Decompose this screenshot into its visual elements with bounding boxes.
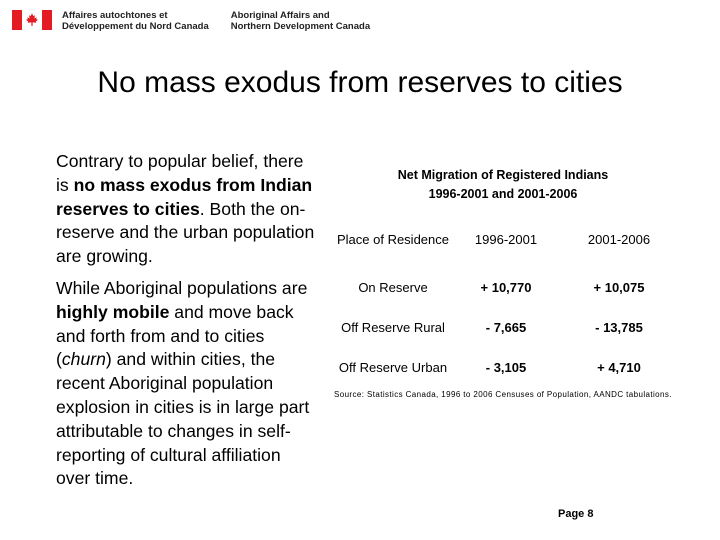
value-cell: + 10,770 bbox=[480, 280, 532, 295]
slide-title: No mass exodus from reserves to cities bbox=[97, 66, 623, 99]
table-title: Net Migration of Registered Indians 1996-2001 and 2001-2006 bbox=[397, 168, 609, 201]
header-period-1: 1996-2001 bbox=[474, 232, 538, 247]
header-place: Place of Residence bbox=[336, 232, 449, 247]
header-period-2: 2001-2006 bbox=[587, 232, 651, 247]
net-migration-table bbox=[336, 212, 676, 388]
page-number: Page 8 bbox=[558, 508, 594, 520]
place-cell: On Reserve bbox=[358, 280, 428, 295]
value-cell: - 7,665 bbox=[485, 320, 527, 335]
place-cell: Off Reserve Urban bbox=[338, 360, 448, 375]
value-cell: + 10,075 bbox=[593, 280, 645, 295]
header-french-name: Affaires autochtones et Développement du Nord Canada bbox=[62, 10, 209, 32]
government-header bbox=[12, 10, 392, 34]
header-english-name: Aboriginal Affairs and Northern Development Canada bbox=[230, 10, 371, 32]
table-row bbox=[336, 348, 676, 388]
value-cell: - 3,105 bbox=[485, 360, 527, 375]
place-cell: Off Reserve Rural bbox=[341, 320, 445, 335]
value-cell: - 13,785 bbox=[595, 320, 643, 335]
table-header-row bbox=[336, 212, 676, 268]
canada-flag-icon bbox=[12, 10, 52, 30]
source-note: Source: Statistics Canada, 1996 to 2006 Censuses of Population, AANDC tabulations. bbox=[334, 390, 672, 399]
table-row bbox=[336, 308, 676, 348]
body-text bbox=[56, 150, 316, 499]
paragraph-2: While Aboriginal populations are highly mobile and move back and forth from and to cities (churn) and within cities, the recent Aboriginal population explosion in cities is in large part attributable to changes in self-reporting of cultural affiliation over time. bbox=[56, 277, 310, 489]
table-row bbox=[336, 268, 676, 308]
value-cell: + 4,710 bbox=[597, 360, 641, 375]
paragraph-1: Contrary to popular belief, there is no mass exodus from Indian reserves to cities. Both the on-reserve and the urban population are growing. bbox=[56, 151, 315, 267]
